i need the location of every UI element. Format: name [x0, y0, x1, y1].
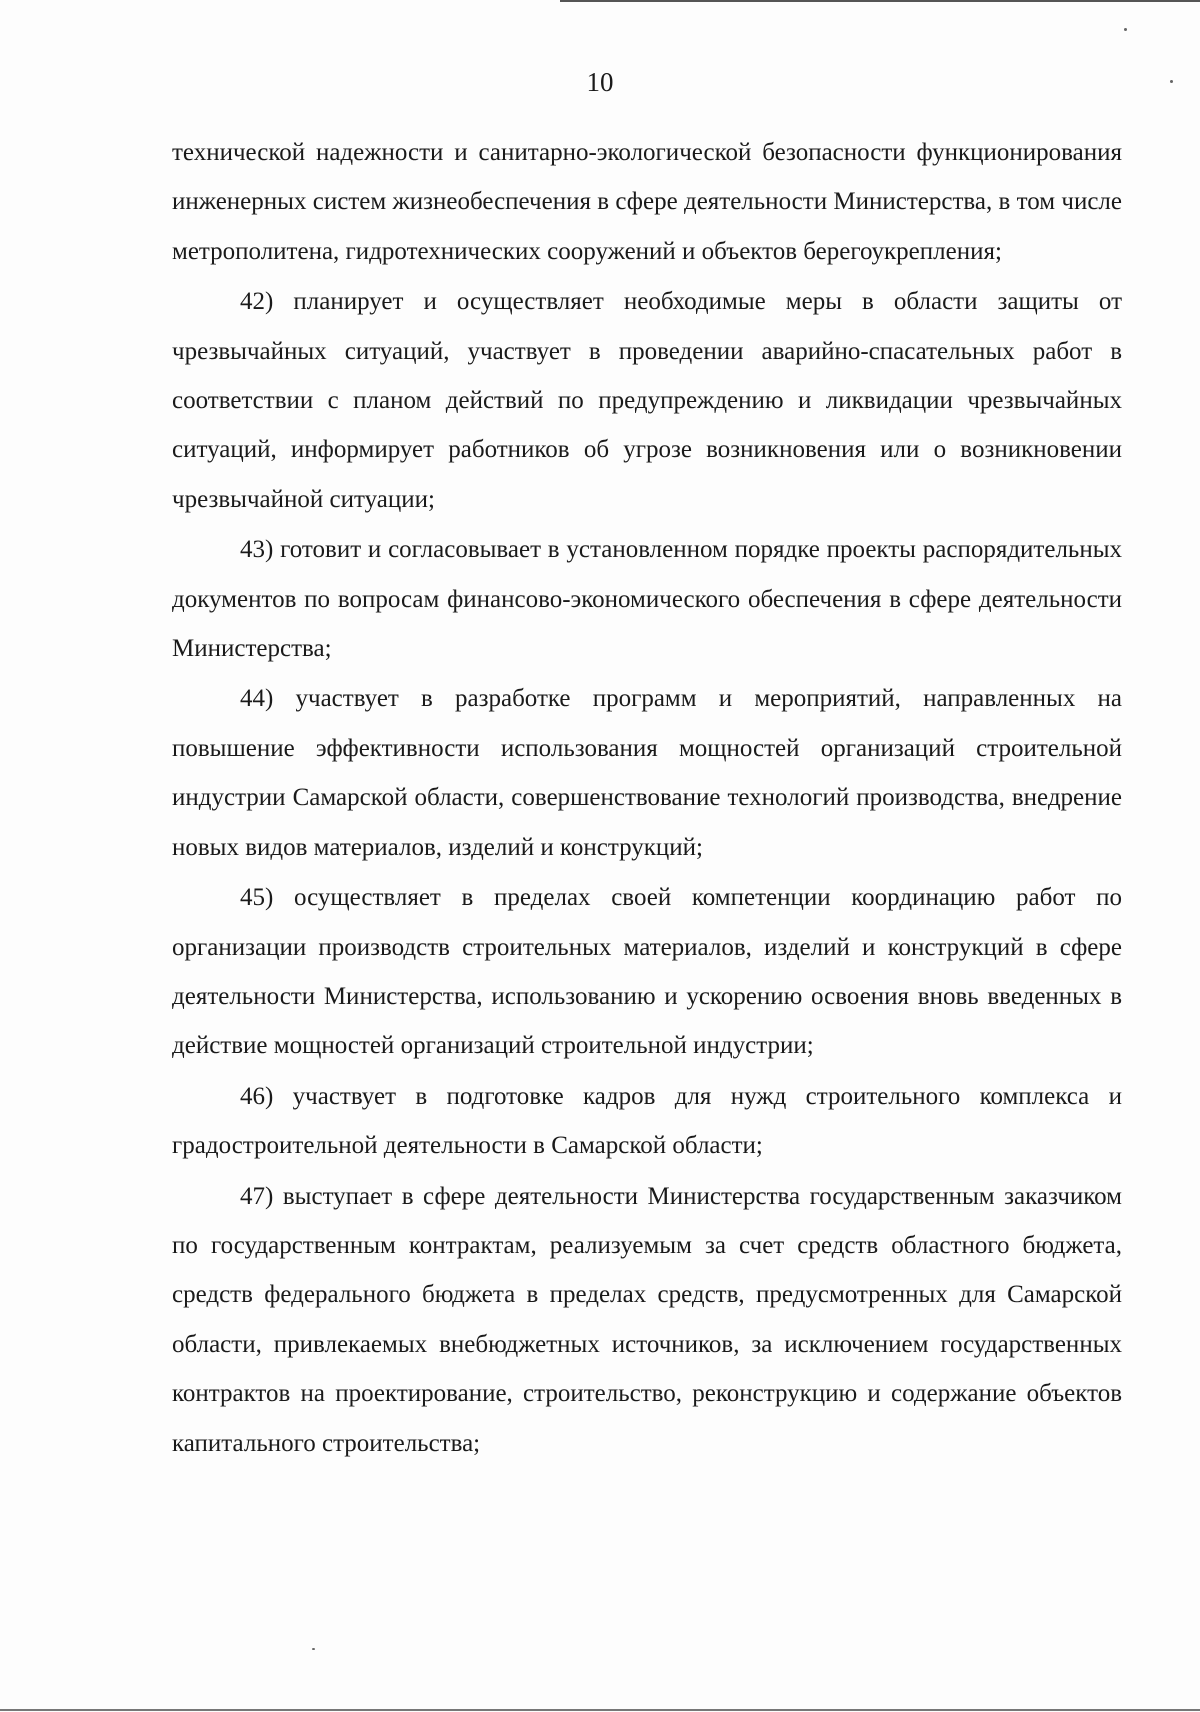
scan-speck [312, 1648, 315, 1650]
paragraph-item-43: 43) готовит и согласовывает в установленном порядке проекты распорядительных документов по вопросам финансово-экономического обеспечения в сфере деятельности Министерства; [172, 536, 1122, 663]
page-number: 10 [586, 67, 614, 97]
paragraph-continuation: технической надежности и санитарно-экологической безопасности функционирования инженерных систем жизнеобеспечения в сфере деятельности Министерства, в том числе метрополитена, гидротехнических сооружений и объектов берегоукрепления; [172, 139, 1122, 265]
paragraph-item-42: 42) планирует и осуществляет необходимые меры в области защиты от чрезвычайных ситуаций, участвует в проведении аварийно-спасательных работ в соответствии с планом действий по предупреждению и ликвидации чрезвычайных ситуаций, информирует работников об угрозе возникновения или о возникновении чрезвычайной ситуации; [172, 288, 1122, 513]
scan-edge-top [560, 0, 1200, 2]
paragraph-item-47: 47) выступает в сфере деятельности Министерства государственным заказчиком по государственным контрактам, реализуемым за счет средств областного бюджета, средств федерального бюджета в пределах средств, предусмотренных для Самарской области, привлекаемых внебюджетных источников, за исключением государственных контрактов на проектирование, строительство, реконструкцию и содержание объектов капитального строительства; [172, 1182, 1122, 1457]
paragraph-item-44: 44) участвует в разработке программ и мероприятий, направленных на повышение эффективности использования мощностей организаций строительной индустрии Самарской области, совершенствование технологий производства, внедрение новых видов материалов, изделий и конструкций; [172, 685, 1122, 861]
paragraph-item-46: 46) участвует в подготовке кадров для нужд строительного комплекса и градостроительной деятельности в Самарской области; [172, 1082, 1122, 1160]
document-body [172, 128, 1122, 1469]
scan-edge-bottom [0, 1709, 1200, 1711]
scan-speck [1124, 28, 1127, 31]
paragraph-item-45: 45) осуществляет в пределах своей компетенции координацию работ по организации производств строительных материалов, изделий и конструкций в сфере деятельности Министерства, использованию и ускорению освоения вновь введенных в действие мощностей организаций строительной индустрии; [172, 884, 1122, 1060]
